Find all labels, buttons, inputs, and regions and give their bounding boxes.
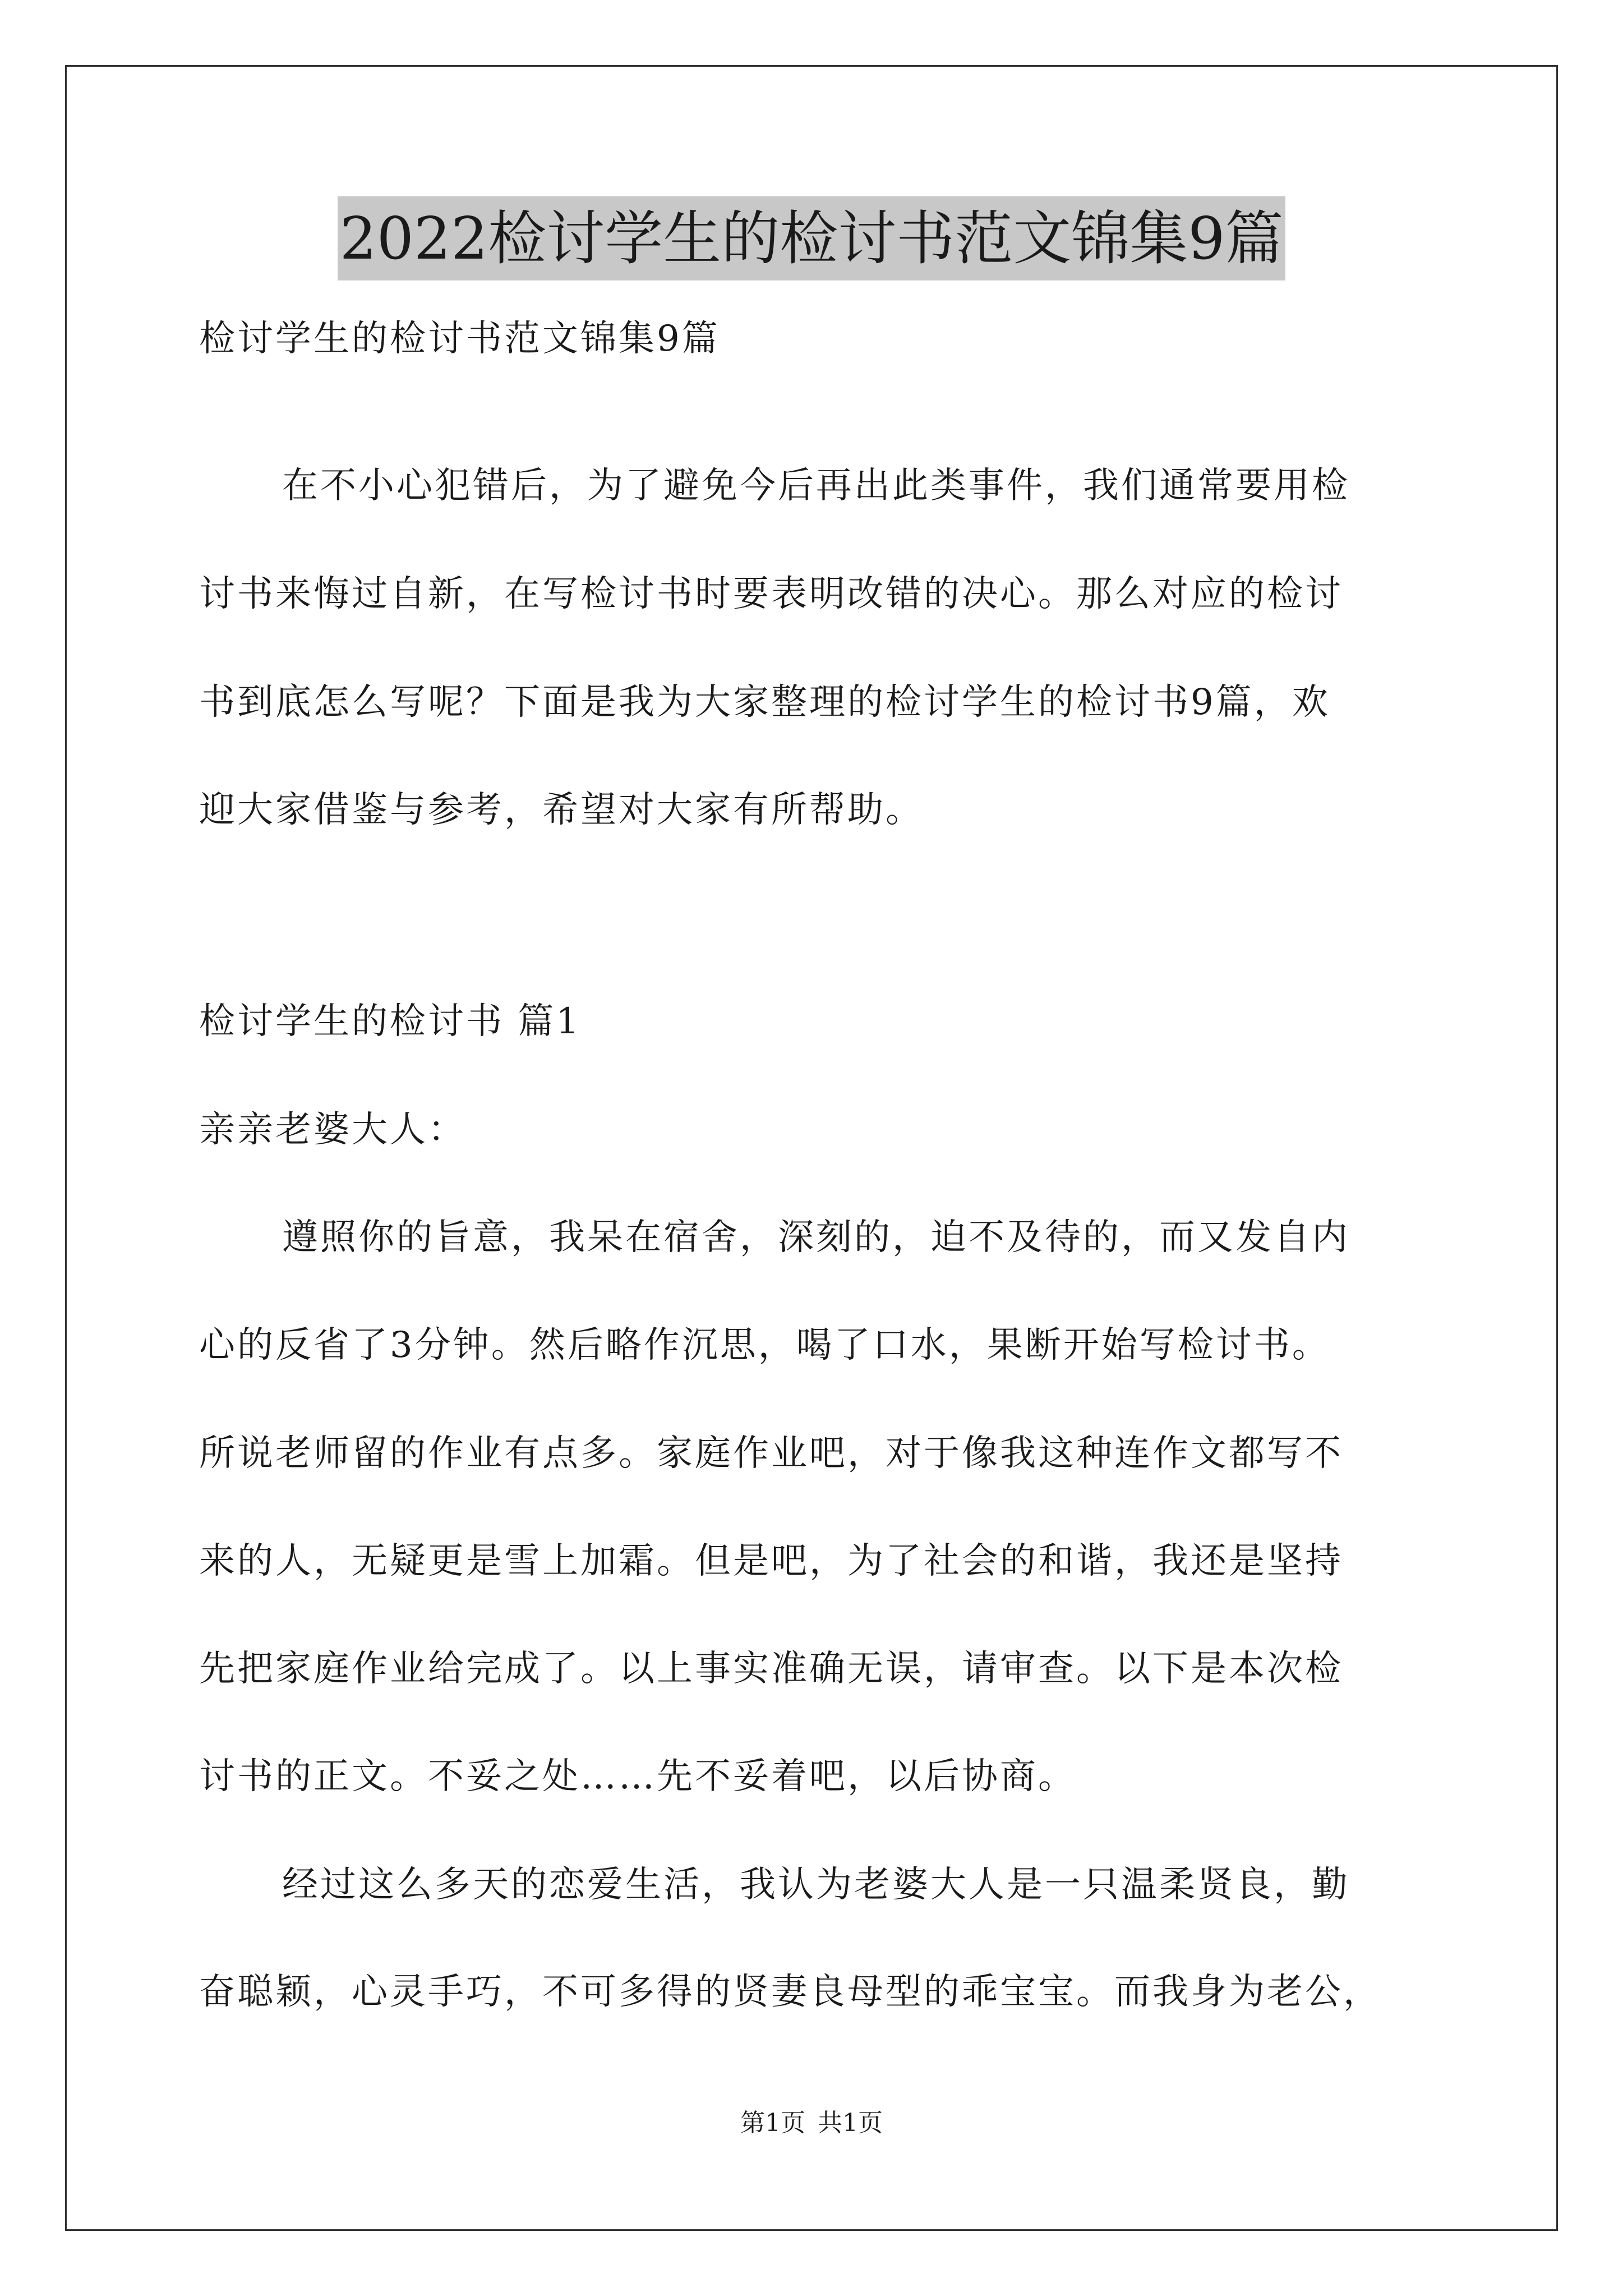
paragraph-line: 遵照你的旨意，我呆在宿舍，深刻的，迫不及待的，而又发自内: [282, 1217, 1350, 1258]
subtitle-line: 检讨学生的检讨书范文锦集9篇: [199, 318, 720, 360]
paragraph-line: 来的人，无疑更是雪上加霜。但是吧，为了社会的和谐，我还是坚持: [199, 1540, 1343, 1582]
page-number: 第1页: [740, 2109, 805, 2137]
section-heading: 检讨学生的检讨书 篇1: [199, 1001, 582, 1042]
paragraph-line: 心的反省了3分钟。然后略作沉思，喝了口水，果断开始写检讨书。: [199, 1324, 1330, 1366]
page-total: 共1页: [818, 2109, 883, 2137]
page-footer: [0, 2106, 1623, 2140]
paragraph-line: 奋聪颖，心灵手巧，不可多得的贤妻良母型的乖宝宝。而我身为老公，: [199, 1971, 1381, 2013]
paragraph-line: 迎大家借鉴与参考，希望对大家有所帮助。: [199, 789, 924, 831]
paragraph-line: 在不小心犯错后，为了避免今后再出此类事件，我们通常要用检: [282, 465, 1350, 507]
paragraph-line: 经过这么多天的恋爱生活，我认为老婆大人是一只温柔贤良，勤: [282, 1864, 1350, 1906]
paragraph-line: 书到底怎么写呢？下面是我为大家整理的检讨学生的检讨书9篇，欢: [199, 682, 1330, 723]
paragraph-line: 所说老师留的作业有点多。家庭作业吧，对于像我这种连作文都写不: [199, 1433, 1343, 1474]
title-container: [0, 196, 1623, 280]
paragraph-line: 讨书的正文。不妥之处……先不妥着吧，以后协商。: [199, 1756, 1076, 1797]
paragraph-line: 讨书来悔过自新，在写检讨书时要表明改错的决心。那么对应的检讨: [199, 573, 1343, 615]
document-title: 2022检讨学生的检讨书范文锦集9篇: [338, 196, 1286, 280]
paragraph-line: 先把家庭作业给完成了。以上事实准确无误，请审查。以下是本次检: [199, 1648, 1343, 1690]
salutation-line: 亲亲老婆大人：: [199, 1109, 466, 1151]
